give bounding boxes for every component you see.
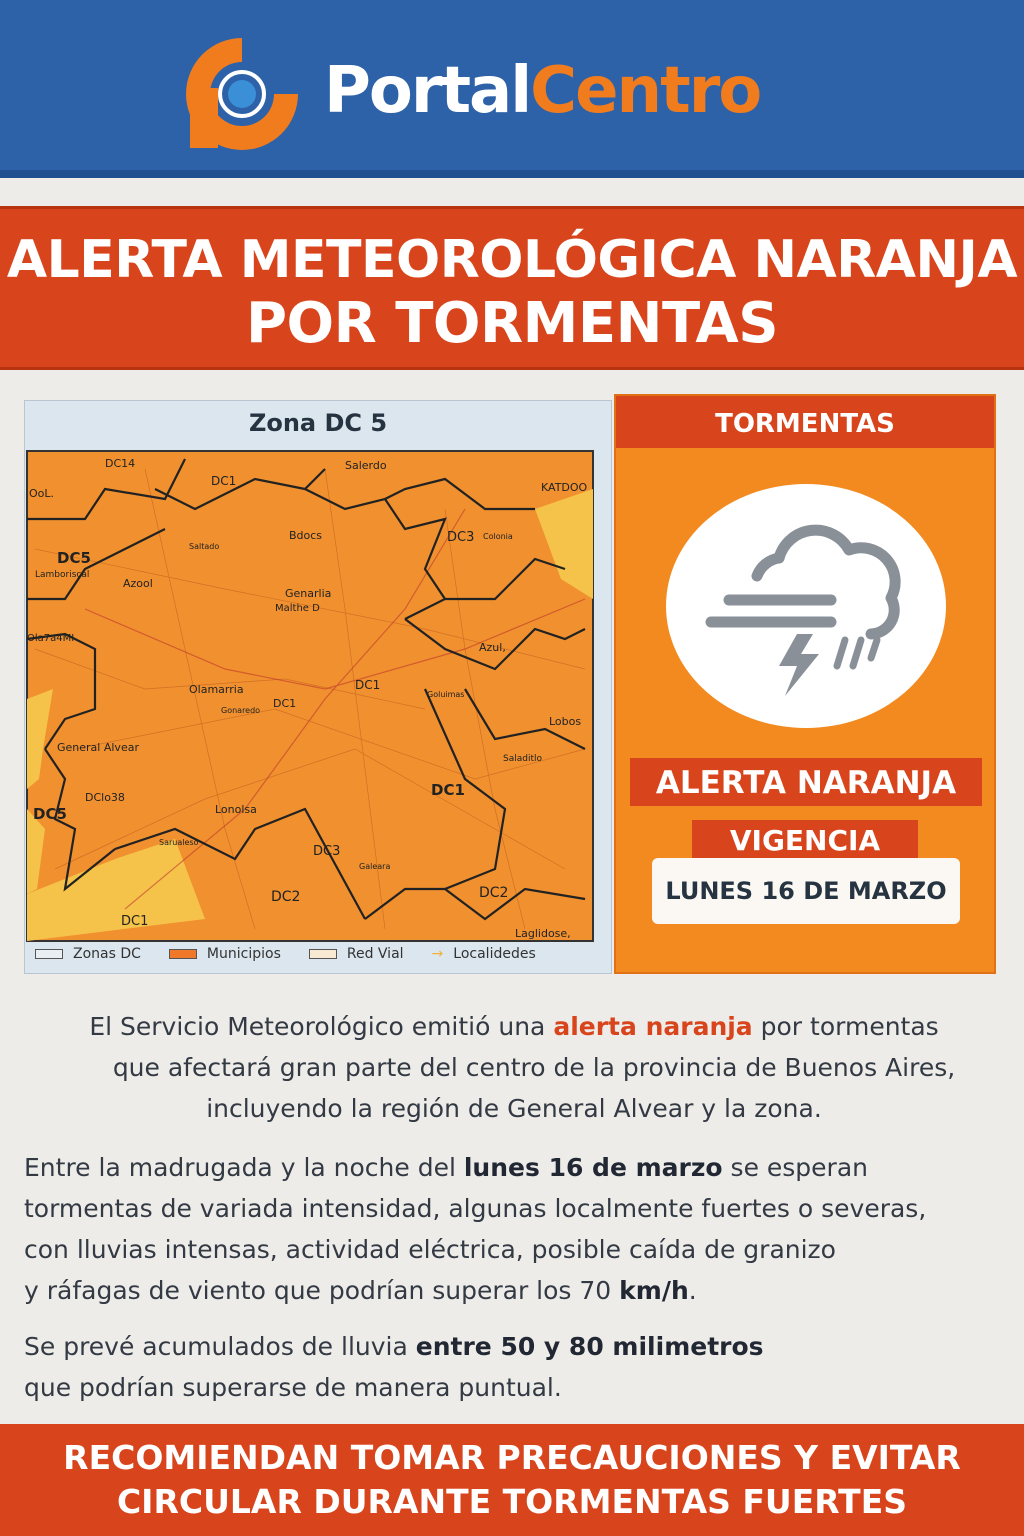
highlight-alert: alerta naranja bbox=[553, 1012, 753, 1041]
validity-date: LUNES 16 DE MARZO bbox=[652, 858, 960, 924]
header-bar bbox=[0, 0, 1024, 178]
bold-date: lunes 16 de marzo bbox=[463, 1153, 723, 1182]
legend-label: Municipios bbox=[206, 946, 281, 962]
footer-banner bbox=[0, 1424, 1024, 1536]
validity-label: VIGENCIA bbox=[692, 820, 918, 860]
map-label: DC5 bbox=[57, 549, 91, 567]
text-line: El Servicio Meteorológico emitió una alerta naranja por tormentas bbox=[89, 1012, 939, 1041]
legend-item bbox=[35, 946, 141, 962]
alert-icon-circle bbox=[666, 484, 946, 728]
map-labels-layer bbox=[25, 449, 613, 943]
legend-swatch bbox=[169, 949, 197, 959]
legend-swatch bbox=[35, 949, 63, 959]
map-label: Colonia bbox=[483, 532, 513, 541]
text-line: y ráfagas de viento que podrían superar los 70 km/h. bbox=[24, 1276, 697, 1305]
portal-centro-logo[interactable] bbox=[178, 36, 760, 146]
storm-cloud-icon bbox=[701, 516, 911, 696]
map-label: DC1 bbox=[355, 678, 381, 692]
map-label: Salerdo bbox=[345, 459, 387, 472]
paragraph-intro bbox=[24, 1006, 1004, 1129]
map-label: DC3 bbox=[313, 844, 341, 859]
text-line: con lluvias intensas, actividad eléctrica, posible caída de granizo bbox=[24, 1235, 836, 1264]
map-label: Saladitlo bbox=[503, 754, 542, 764]
alert-type: TORMENTAS bbox=[616, 396, 994, 448]
bold-rainfall: entre 50 y 80 milimetros bbox=[415, 1332, 764, 1361]
logo-mark-icon bbox=[178, 32, 306, 150]
map-label: Lobos bbox=[549, 715, 582, 728]
footer-line-2: CIRCULAR DURANTE TORMENTAS FUERTES bbox=[116, 1482, 908, 1521]
legend-label: Localidedes bbox=[453, 946, 536, 962]
map-label: Malthe D bbox=[275, 603, 320, 614]
map-label: DC1 bbox=[121, 914, 149, 929]
map-label: Ola7a4MI bbox=[27, 633, 75, 644]
map-label: Azool bbox=[123, 577, 153, 590]
text-line: Entre la madrugada y la noche del lunes 16 de marzo se esperan bbox=[24, 1153, 868, 1182]
paragraph-rainfall bbox=[24, 1326, 1004, 1408]
headline-line-2: POR TORMENTAS bbox=[245, 291, 779, 356]
map-label: DC2 bbox=[271, 889, 301, 905]
logo-wordmark bbox=[324, 54, 760, 128]
map-label: DC1 bbox=[211, 474, 237, 488]
legend-item bbox=[169, 946, 281, 962]
text-line: que podrían superarse de manera puntual. bbox=[24, 1373, 562, 1402]
map-label: DC1 bbox=[431, 781, 465, 799]
map-label: Olamarria bbox=[189, 683, 244, 696]
headline-line-1: ALERTA METEOROLÓGICA NARANJA bbox=[6, 230, 1018, 290]
map-label: Goluimas bbox=[427, 690, 465, 699]
text-line: tormentas de variada intensidad, algunas localmente fuertes o severas, bbox=[24, 1194, 927, 1223]
map-label: DC2 bbox=[479, 885, 509, 901]
map-label: Lonolsa bbox=[215, 803, 257, 816]
map-label: KATDOO bbox=[541, 481, 588, 494]
map-legend bbox=[35, 946, 564, 962]
map-label: DC3 bbox=[447, 530, 475, 545]
map-label: Sarualeso bbox=[159, 838, 199, 847]
logo-part-1: Portal bbox=[324, 54, 531, 128]
text-line: Se prevé acumulados de lluvia entre 50 y 80 milimetros bbox=[24, 1332, 764, 1361]
headline-band bbox=[0, 206, 1024, 370]
paragraph-forecast bbox=[24, 1147, 1004, 1311]
bold-unit: km/h bbox=[619, 1276, 689, 1305]
map-label: Laglidose, bbox=[515, 927, 571, 940]
map-label: Genarlia bbox=[285, 587, 332, 600]
arrow-icon: → bbox=[431, 946, 444, 962]
map-label: General Alvear bbox=[57, 741, 139, 754]
map-label: DC14 bbox=[105, 457, 136, 470]
legend-label: Red Vial bbox=[346, 946, 404, 962]
map-label: DClo38 bbox=[85, 791, 125, 804]
text-line: incluyendo la región de General Alvear y la zona. bbox=[206, 1094, 822, 1123]
footer-line-1: RECOMIENDAN TOMAR PRECAUCIONES Y EVITAR bbox=[63, 1438, 961, 1477]
alert-panel bbox=[614, 394, 996, 974]
logo-part-2: Centro bbox=[530, 54, 761, 128]
map-title: Zona DC 5 bbox=[248, 409, 388, 437]
legend-item bbox=[432, 946, 536, 962]
map-label: OoL. bbox=[29, 487, 55, 500]
map-label: Bdocs bbox=[289, 529, 323, 542]
legend-label: Zonas DC bbox=[73, 946, 141, 962]
map-label: Saltado bbox=[189, 542, 220, 551]
map-label: Lamboriscal bbox=[35, 570, 90, 580]
zone-map bbox=[24, 400, 612, 974]
legend-item bbox=[309, 946, 404, 962]
legend-swatch bbox=[309, 949, 337, 959]
map-label: Azul, bbox=[479, 641, 506, 654]
map-label: Gonaredo bbox=[221, 706, 261, 715]
map-label: Galeara bbox=[359, 862, 391, 871]
alert-level: ALERTA NARANJA bbox=[630, 758, 982, 806]
map-label: DC1 bbox=[273, 697, 297, 710]
map-label: DC5 bbox=[33, 805, 67, 823]
text-line: que afectará gran parte del centro de la provincia de Buenos Aires, bbox=[112, 1053, 956, 1082]
